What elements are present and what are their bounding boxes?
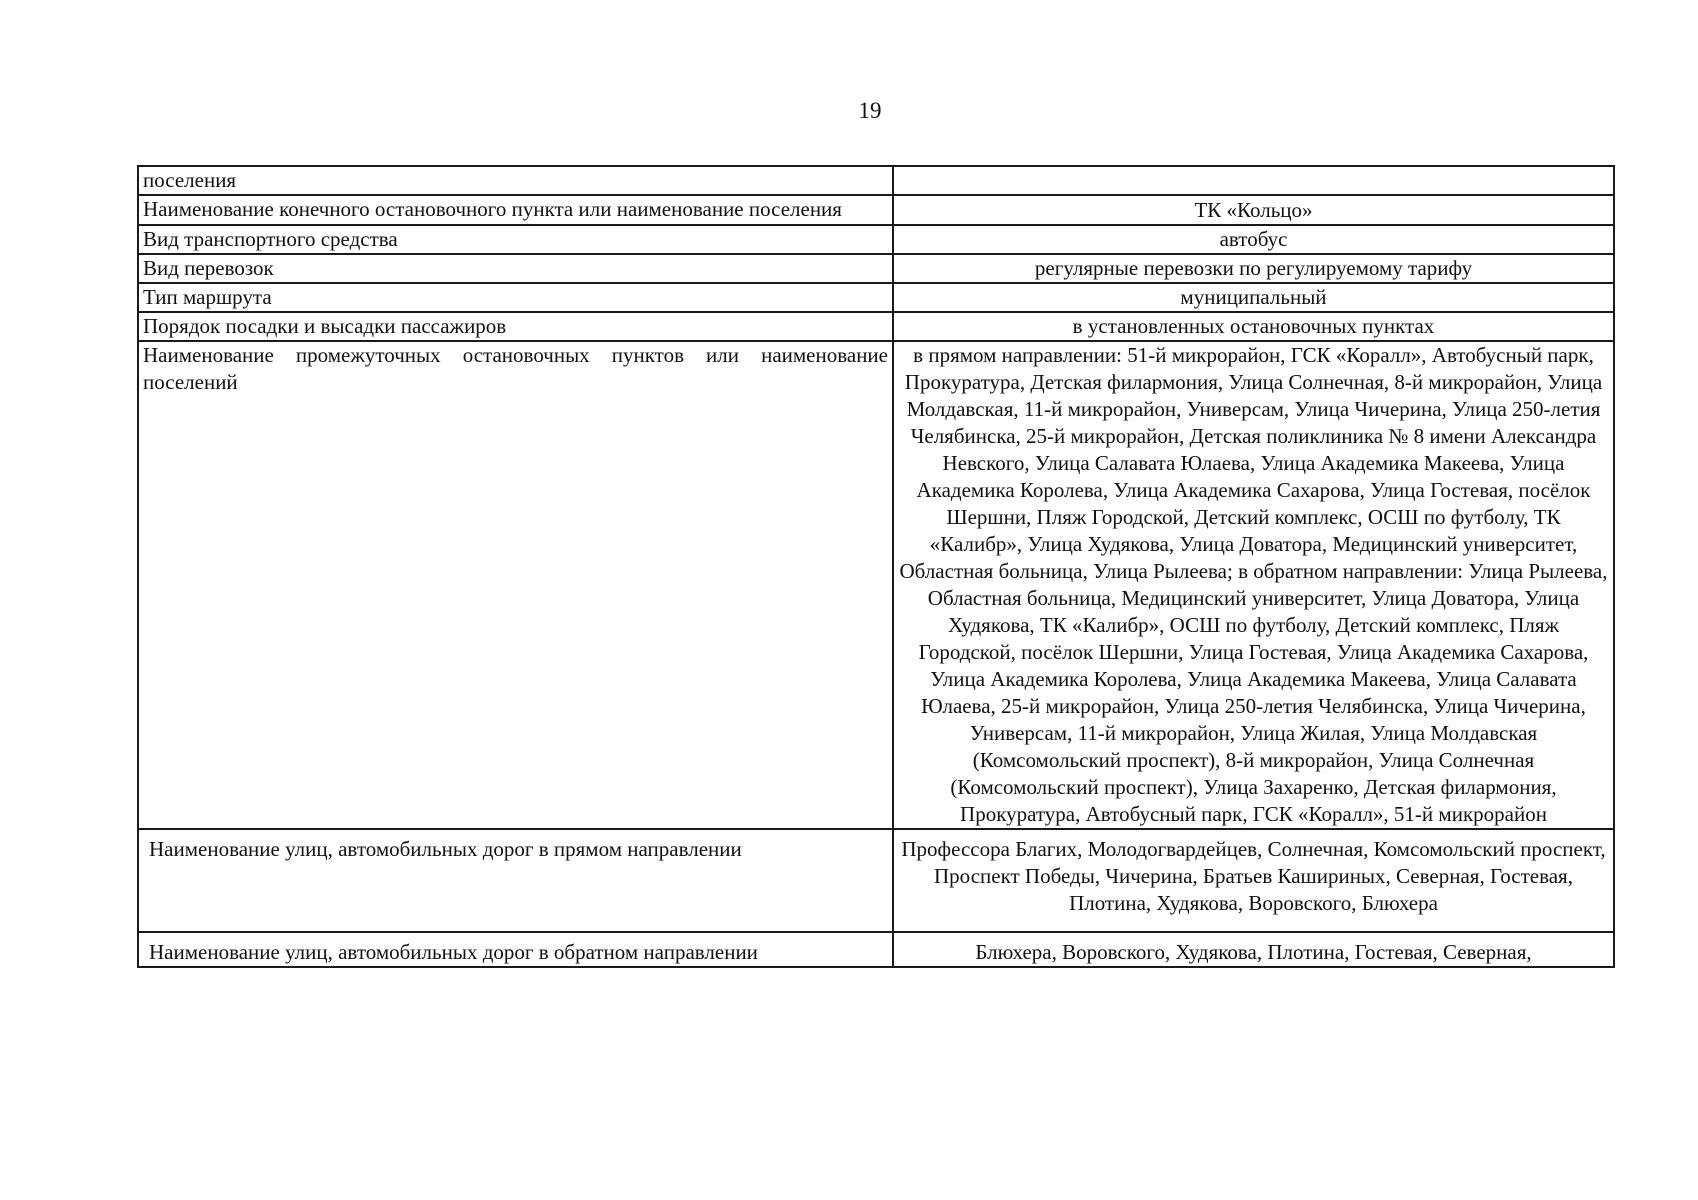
row-label-boarding-order: Порядок посадки и высадки пассажиров xyxy=(138,312,893,341)
row-label-transport-type: Вид перевозок xyxy=(138,254,893,283)
row-label-route-type: Тип маршрута xyxy=(138,283,893,312)
row-value-boarding-order: в установленных остановочных пунктах xyxy=(893,312,1614,341)
row-value-route-type: муниципальный xyxy=(893,283,1614,312)
row-value-streets-reverse: Блюхера, Воровского, Худякова, Плотина, Гостевая, Северная, xyxy=(893,932,1614,967)
row-label-streets-reverse: Наименование улиц, автомобильных дорог в обратном направлении xyxy=(138,932,893,967)
table-row xyxy=(138,254,1614,283)
route-info-table xyxy=(137,165,1615,968)
table-row xyxy=(138,341,1614,829)
row-value-settlement-continued xyxy=(893,166,1614,195)
table-row xyxy=(138,166,1614,195)
table-row xyxy=(138,225,1614,254)
table-row xyxy=(138,195,1614,225)
table-row xyxy=(138,829,1614,932)
row-label-final-stop: Наименование конечного остановочного пункта или наименование поселения xyxy=(138,195,893,225)
row-value-intermediate-stops: в прямом направлении: 51-й микрорайон, ГСК «Коралл», Автобусный парк, Прокуратура, Детская филармония, Улица Солнечная, 8-й микрорайон, Улица Молдавская, 11-й микрорайон, Универсам, Улица Чичерина, Улица 250-летия Челябинска, 25-й микрорайон, Детская поликлиника № 8 имени Александра Невского, Улица Салавата Юлаева, Улица Академика Макеева, Улица Академика Королева, Улица Академика Сахарова, Улица Гостевая, посёлок Шершни, Пляж Городской, Детский комплекс, ОСШ по футболу, ТК «Калибр», Улица Худякова, Улица Доватора, Медицинский университет, Областная больница, Улица Рылеева; в обратном направлении: Улица Рылеева, Областная больница, Медицинский университет, Улица Доватора, Улица Худякова, ТК «Калибр», ОСШ по футболу, Детский комплекс, Пляж Городской, посёлок Шершни, Улица Гостевая, Улица Академика Сахарова, Улица Академика Королева, Улица Академика Макеева, Улица Салавата Юлаева, 25-й микрорайон, Улица 250-летия Челябинска, Улица Чичерина, Универсам, 11-й микрорайон, Улица Жилая, Улица Молдавская (Комсомольский проспект), 8-й микрорайон, Улица Солнечная (Комсомольский проспект), Улица Захаренко, Детская филармония, Прокуратура, Автобусный парк, ГСК «Коралл», 51-й микрорайон xyxy=(893,341,1614,829)
row-value-vehicle-type: автобус xyxy=(893,225,1614,254)
table-row xyxy=(138,932,1614,967)
row-label-settlement-continued: поселения xyxy=(138,166,893,195)
row-label-streets-forward: Наименование улиц, автомобильных дорог в прямом направлении xyxy=(138,829,893,932)
table-row xyxy=(138,312,1614,341)
row-value-streets-forward: Профессора Благих, Молодогвардейцев, Солнечная, Комсомольский проспект, Проспект Победы, Чичерина, Братьев Кашириных, Северная, Гостевая, Плотина, Худякова, Воровского, Блюхера xyxy=(893,829,1614,932)
row-value-final-stop: ТК «Кольцо» xyxy=(893,195,1614,225)
row-label-intermediate-stops: Наименование промежуточных остановочных пунктов или наименование поселений xyxy=(138,341,893,829)
page-number: 19 xyxy=(858,98,882,123)
row-value-transport-type: регулярные перевозки по регулируемому тарифу xyxy=(893,254,1614,283)
table-row xyxy=(138,283,1614,312)
row-label-vehicle-type: Вид транспортного средства xyxy=(138,225,893,254)
